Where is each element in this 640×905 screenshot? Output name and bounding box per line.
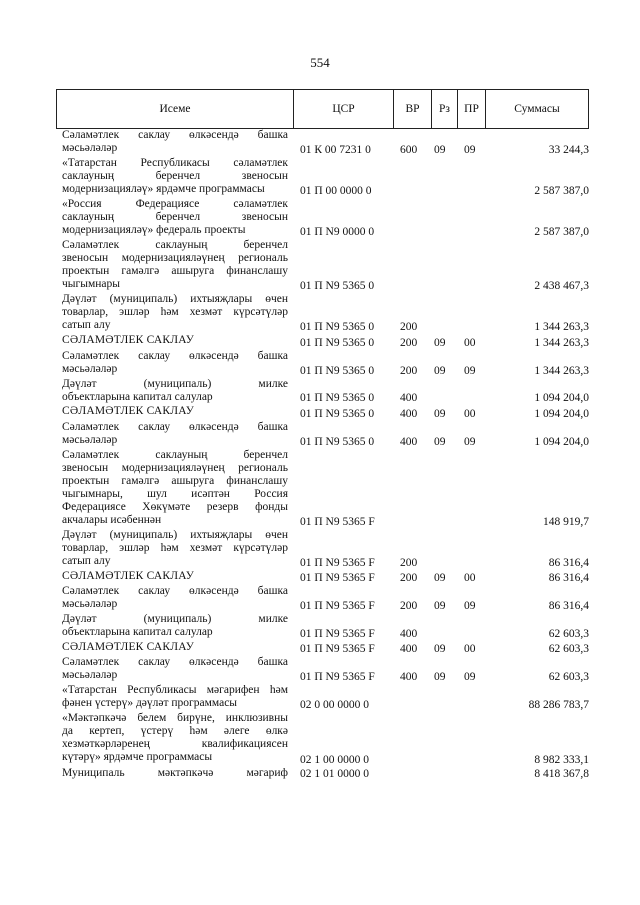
row-csr: 01 П 00 0000 0 <box>300 184 372 197</box>
row-csr: 01 П N9 5365 0 <box>300 364 375 377</box>
row-name-line: Сәламәтлек саклауның беренчел <box>62 448 288 461</box>
row-vr: 400 <box>400 407 418 420</box>
row-name-line: СӘЛАМӘТЛЕК САКЛАУ <box>62 570 195 583</box>
row-name-line: мәсьәләләр <box>62 362 118 375</box>
row-pr: 00 <box>464 572 476 585</box>
row-name <box>62 198 288 237</box>
header-rz: Рз <box>432 90 458 128</box>
row-vr: 400 <box>400 643 418 656</box>
row-name-line: Дәүләт (муниципаль) милке <box>62 377 288 390</box>
table-row <box>0 449 640 530</box>
row-sum: 2 438 467,3 <box>534 280 589 293</box>
table-header <box>56 89 589 129</box>
row-csr: 01 П N9 5365 F <box>300 572 375 585</box>
table-row <box>0 129 640 157</box>
row-name-line: сатып алу <box>62 555 111 568</box>
row-rz: 09 <box>434 407 446 420</box>
row-csr: 01 П N9 5365 F <box>300 671 375 684</box>
table-row <box>0 378 640 406</box>
row-pr: 00 <box>464 336 476 349</box>
row-rz: 09 <box>434 643 446 656</box>
row-rz: 09 <box>434 435 446 448</box>
row-rz: 09 <box>434 143 446 156</box>
table-row <box>0 656 640 684</box>
row-name <box>62 129 288 155</box>
row-name <box>62 293 288 332</box>
row-name <box>62 405 288 418</box>
row-name-line: саклауның беренчел звеносын <box>62 169 288 182</box>
row-name <box>62 449 288 527</box>
table-row <box>0 198 640 239</box>
row-sum: 62 603,3 <box>548 628 589 641</box>
row-name-line: Сәламәтлек саклау өлкәсендә башка <box>62 585 288 598</box>
row-name-line: күтәрү» ярдәмче программасы <box>62 751 213 764</box>
row-csr: 01 П N9 5365 F <box>300 557 375 570</box>
row-name-line: Дәүләт (муниципаль) милке <box>62 613 288 626</box>
row-name <box>62 378 288 404</box>
row-sum: 86 316,4 <box>548 557 589 570</box>
row-sum: 1 344 263,3 <box>534 336 589 349</box>
row-rz: 09 <box>434 671 446 684</box>
row-name <box>62 585 288 611</box>
table-row <box>0 293 640 334</box>
table-row <box>0 421 640 449</box>
row-csr: 01 П N9 5365 F <box>300 643 375 656</box>
row-csr: 01 П N9 5365 0 <box>300 435 375 448</box>
row-name <box>62 239 288 291</box>
row-name-line: Федерациясе Хөкүмәте резерв фонды <box>62 500 288 513</box>
table-row <box>0 613 640 641</box>
row-csr: 01 П N9 5365 F <box>300 516 375 529</box>
row-sum: 62 603,3 <box>548 643 589 656</box>
row-csr: 01 П N9 0000 0 <box>300 226 375 239</box>
row-name-line: мәсьәләләр <box>62 142 118 154</box>
row-name-line: саклауның беренчел звеносын <box>62 210 288 223</box>
row-name <box>62 767 288 780</box>
row-sum: 2 587 387,0 <box>534 226 589 239</box>
table-row <box>0 585 640 613</box>
row-name-line: «Мәктәпкәчә белем бирүне, инклюзивны <box>62 712 288 725</box>
header-name: Исеме <box>57 90 294 128</box>
row-vr: 400 <box>400 435 418 448</box>
row-csr: 01 П N9 5365 0 <box>300 392 375 405</box>
row-pr: 09 <box>464 600 476 613</box>
table-row <box>0 641 640 656</box>
row-vr: 400 <box>400 628 418 641</box>
row-name-line: Дәүләт (муниципаль) ихтыяҗлары өчен <box>62 529 288 542</box>
row-name <box>62 684 288 710</box>
row-csr: 01 К 00 7231 0 <box>300 143 371 156</box>
header-pr: ПР <box>458 90 486 128</box>
row-sum: 62 603,3 <box>548 671 589 684</box>
row-name-line: фәнен үстерү» дәүләт программасы <box>62 697 238 710</box>
row-name-line: товарлар, эшләр һәм хезмәт күрсәтүләр <box>62 306 288 319</box>
row-name-line: Дәүләт (муниципаль) ихтыяҗлары өчен <box>62 293 288 306</box>
row-name-line: модернизацияләү» федераль проекты <box>62 223 246 236</box>
row-name-line: акчалары исәбеннән <box>62 513 162 526</box>
row-name-line: СӘЛАМӘТЛЕК САКЛАУ <box>62 405 195 418</box>
row-pr: 09 <box>464 364 476 377</box>
row-name-line: чыгымнары <box>62 278 120 291</box>
row-name-line: Сәламәтлек саклау өлкәсендә башка <box>62 656 288 669</box>
row-pr: 09 <box>464 143 476 156</box>
row-name-line: да кертеп, үстерү һәм әлеге өлкә <box>62 725 288 738</box>
row-vr: 400 <box>400 392 418 405</box>
row-sum: 1 344 263,3 <box>534 364 589 377</box>
row-name-line: звеносын модернизацияләүнең региональ <box>62 461 288 474</box>
row-csr: 02 0 00 0000 0 <box>300 699 369 712</box>
table-row <box>0 570 640 585</box>
row-name-line: «Россия Федерациясе сәламәтлек <box>62 197 288 210</box>
row-name <box>62 157 288 196</box>
table-body <box>0 129 640 781</box>
row-sum: 1 344 263,3 <box>534 321 589 334</box>
row-sum: 8 418 367,8 <box>534 768 589 781</box>
row-csr: 02 1 01 0000 0 <box>300 768 369 781</box>
row-csr: 02 1 00 0000 0 <box>300 753 369 766</box>
row-csr: 01 П N9 5365 0 <box>300 336 375 349</box>
header-sum: Суммасы <box>514 103 560 115</box>
row-name-line: мәсьәләләр <box>62 598 118 611</box>
row-csr: 01 П N9 5365 0 <box>300 407 375 420</box>
header-vr: ВР <box>394 90 432 128</box>
table-row <box>0 157 640 198</box>
row-name <box>62 421 288 447</box>
row-vr: 200 <box>400 557 418 570</box>
row-sum: 1 094 204,0 <box>534 392 589 405</box>
row-vr: 200 <box>400 336 418 349</box>
row-name-line: объектларына капитал салулар <box>62 626 213 639</box>
row-name-line: Сәламәтлек саклау өлкәсендә башка <box>62 129 288 141</box>
row-pr: 00 <box>464 643 476 656</box>
row-csr: 01 П N9 5365 0 <box>300 321 375 334</box>
row-name-line: сатып алу <box>62 319 111 332</box>
row-name-line: проектын гамәлгә ашыруга финанслашу <box>62 474 288 487</box>
row-name-line: проектын гамәлгә ашыруга финанслашу <box>62 265 288 278</box>
row-pr: 09 <box>464 671 476 684</box>
row-vr: 600 <box>400 143 418 156</box>
row-name-line: «Татарстан Республикасы сәламәтлек <box>62 156 288 169</box>
row-name <box>62 350 288 376</box>
row-vr: 200 <box>400 600 418 613</box>
row-sum: 1 094 204,0 <box>534 435 589 448</box>
row-sum: 86 316,4 <box>548 572 589 585</box>
row-name-line: СӘЛАМӘТЛЕК САКЛАУ <box>62 334 195 347</box>
table-row <box>0 334 640 349</box>
row-csr: 01 П N9 5365 0 <box>300 280 375 293</box>
table-row <box>0 239 640 293</box>
row-name-line: Сәламәтлек саклау өлкәсендә башка <box>62 420 288 433</box>
table-row <box>0 529 640 570</box>
row-name-line: Сәламәтлек саклауның беренчел <box>62 239 288 252</box>
row-name-line: СӘЛАМӘТЛЕК САКЛАУ <box>62 641 195 654</box>
row-sum: 86 316,4 <box>548 600 589 613</box>
table-row <box>0 712 640 766</box>
row-sum: 2 587 387,0 <box>534 184 589 197</box>
row-name <box>62 613 288 639</box>
row-name-line: чыгымнары, шул исәптән Россия <box>62 487 288 500</box>
row-csr: 01 П N9 5365 F <box>300 600 375 613</box>
row-name-line: Сәламәтлек саклау өлкәсендә башка <box>62 349 288 362</box>
row-vr: 200 <box>400 321 418 334</box>
row-name-line: звеносын модернизацияләүнең региональ <box>62 252 288 265</box>
row-pr: 00 <box>464 407 476 420</box>
table-row <box>0 767 640 782</box>
row-vr: 200 <box>400 364 418 377</box>
row-rz: 09 <box>434 336 446 349</box>
row-name-line: модернизацияләү» ярдәмче программасы <box>62 182 265 195</box>
row-vr: 400 <box>400 671 418 684</box>
row-name-line: «Татарстан Республикасы мәгарифен һәм <box>62 684 288 697</box>
row-name-line: хезмәткәрләренең квалификациясен <box>62 738 288 751</box>
row-name-line: мәсьәләләр <box>62 669 118 682</box>
row-rz: 09 <box>434 364 446 377</box>
row-name <box>62 641 288 654</box>
row-name-line: товарлар, эшләр һәм хезмәт күрсәтүләр <box>62 542 288 555</box>
row-name-line: мәсьәләләр <box>62 433 118 446</box>
row-sum: 1 094 204,0 <box>534 407 589 420</box>
row-pr: 09 <box>464 435 476 448</box>
row-sum: 33 244,3 <box>548 143 589 156</box>
row-name <box>62 656 288 682</box>
table-row <box>0 684 640 712</box>
row-name <box>62 334 288 347</box>
row-sum: 8 982 333,1 <box>534 753 589 766</box>
row-rz: 09 <box>434 572 446 585</box>
row-name <box>62 712 288 764</box>
row-name <box>62 570 288 583</box>
row-name-line: Муниципаль мәктәпкәчә мәгариф <box>62 766 288 779</box>
table-row <box>0 350 640 378</box>
row-name-line: объектларына капитал салулар <box>62 390 213 403</box>
row-name <box>62 529 288 568</box>
table-row <box>0 405 640 420</box>
row-csr: 01 П N9 5365 F <box>300 628 375 641</box>
row-rz: 09 <box>434 600 446 613</box>
row-sum: 148 919,7 <box>543 516 589 529</box>
header-csr: ЦСР <box>294 90 394 128</box>
row-vr: 200 <box>400 572 418 585</box>
row-sum: 88 286 783,7 <box>528 699 589 712</box>
page-number: 554 <box>310 55 330 70</box>
